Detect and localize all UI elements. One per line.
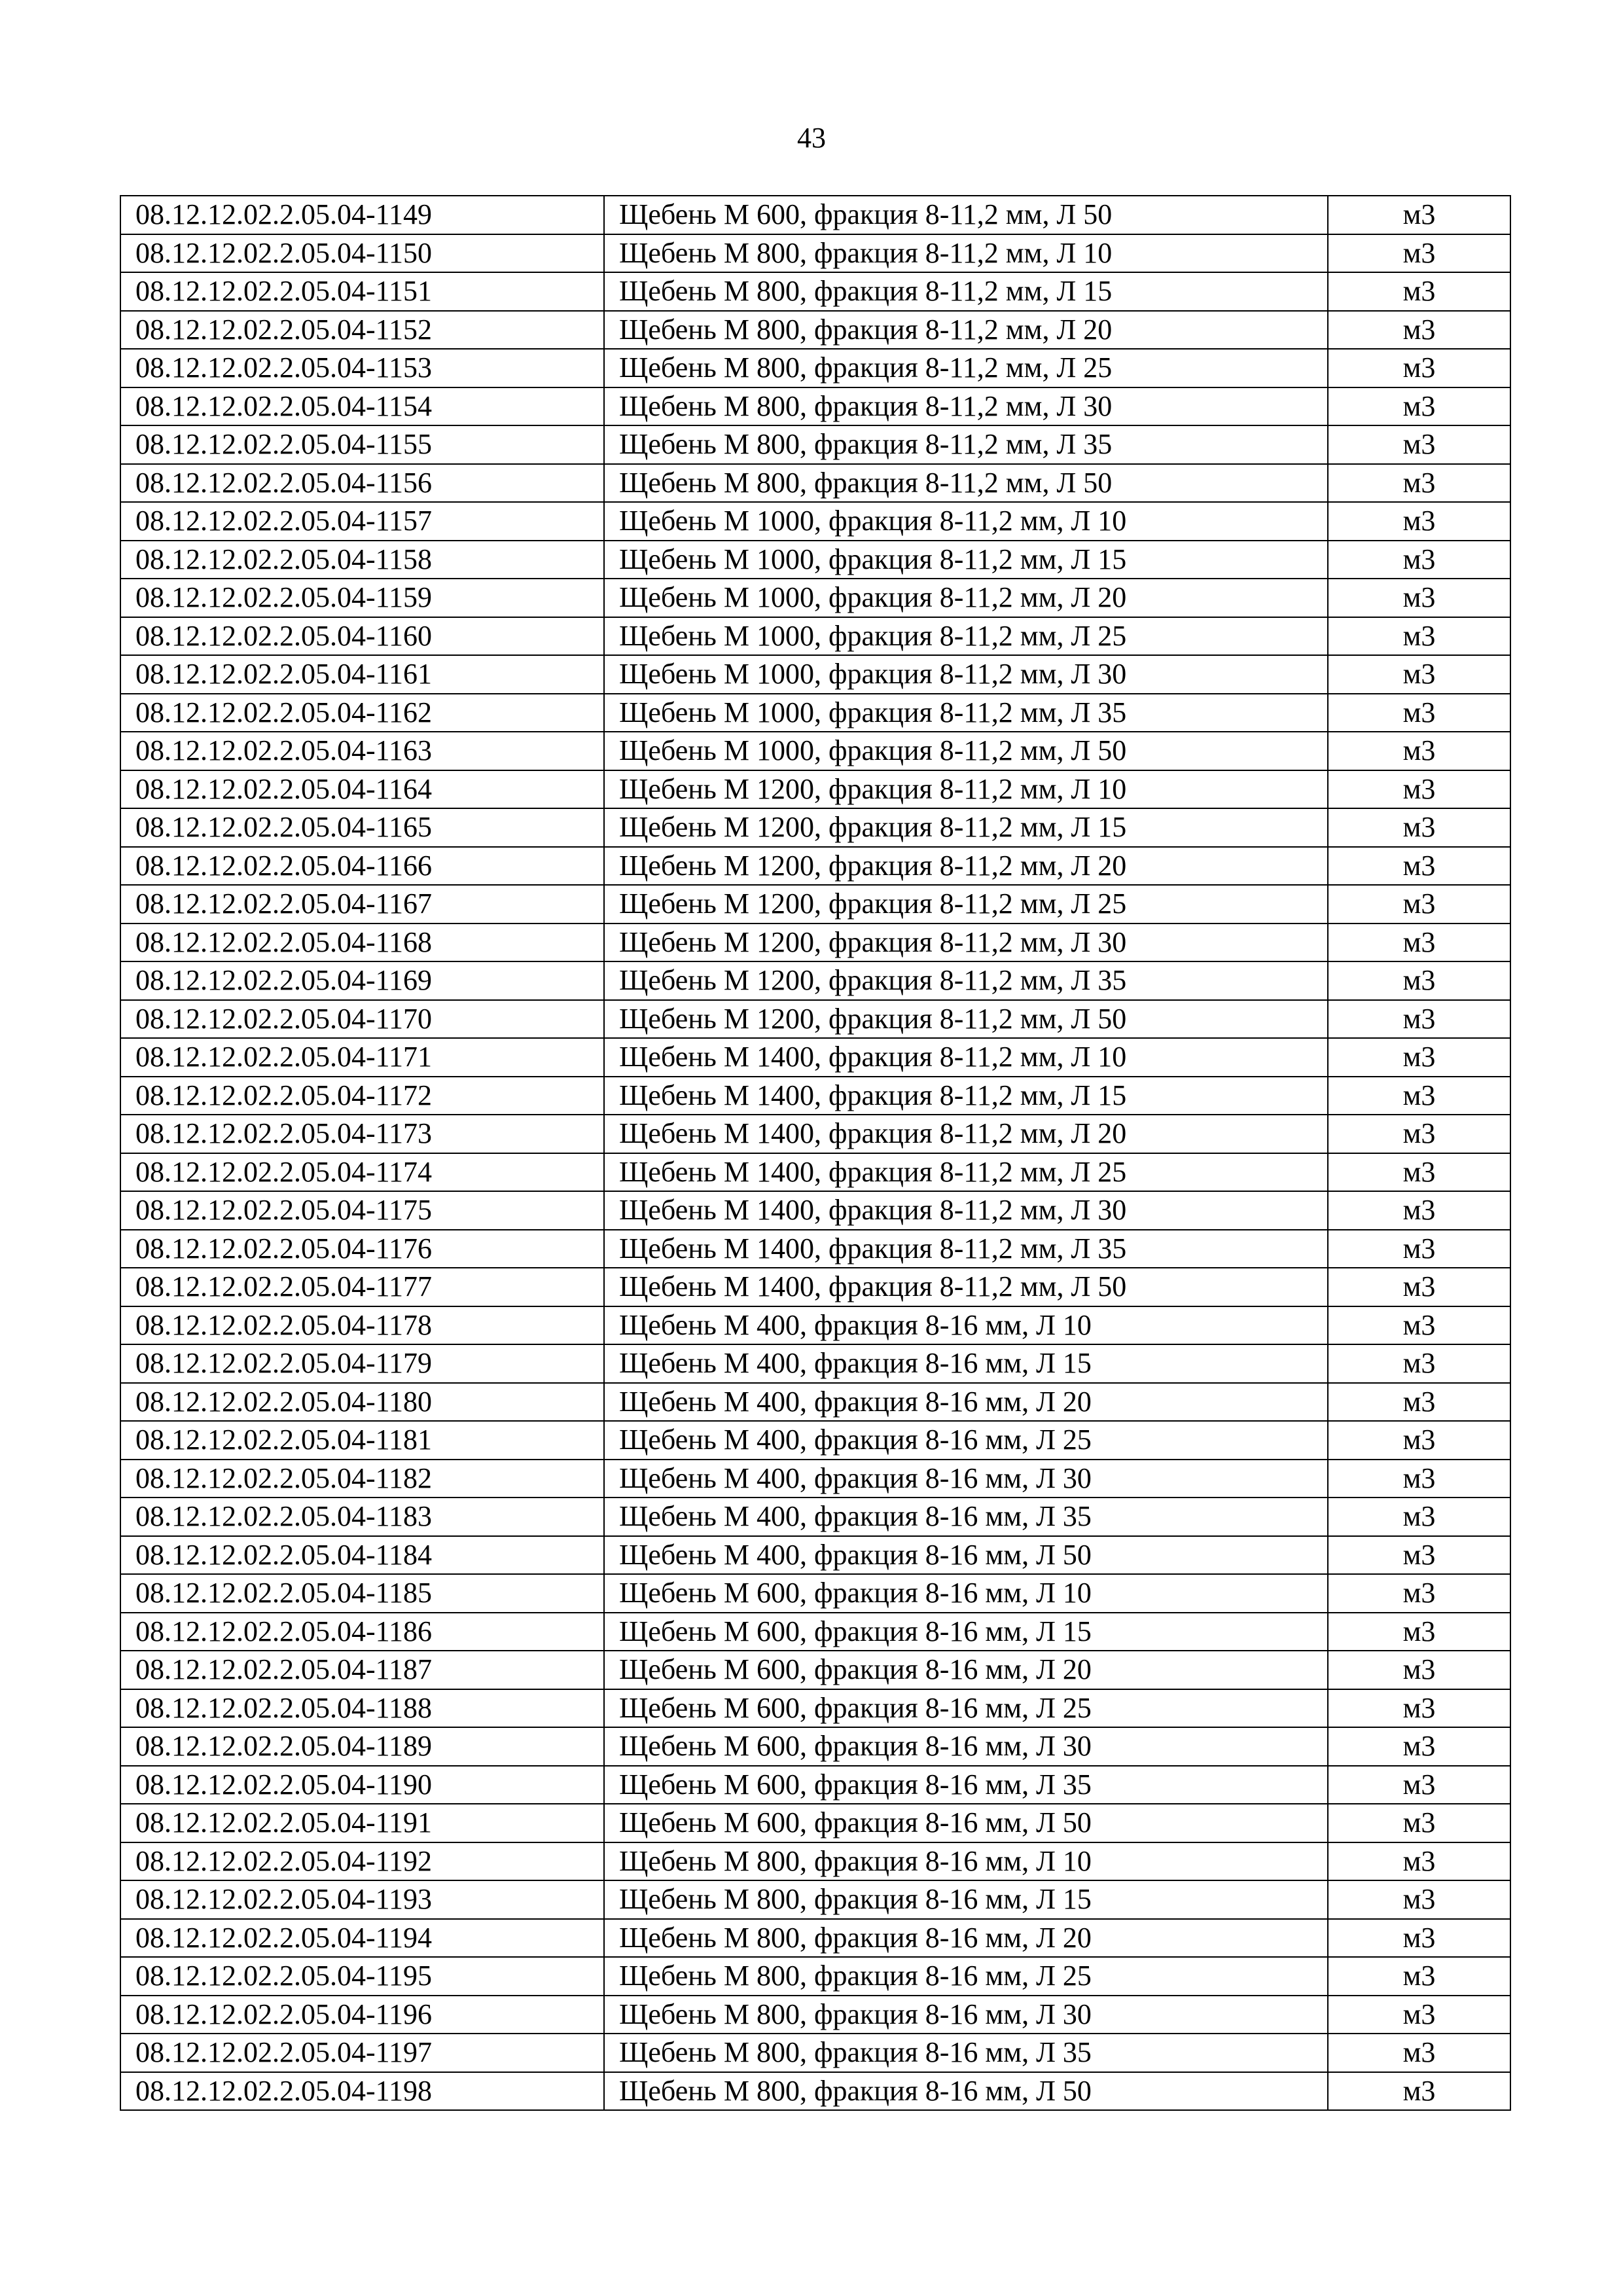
resource-code-cell: 08.12.12.02.2.05.04-1184	[120, 1536, 604, 1575]
unit-cell: м3	[1328, 924, 1510, 962]
resource-code-cell: 08.12.12.02.2.05.04-1166	[120, 847, 604, 886]
table-row	[120, 1191, 1510, 1230]
resource-name-cell: Щебень М 1400, фракция 8-11,2 мм, Л 20	[604, 1115, 1328, 1153]
table-body	[120, 196, 1510, 2110]
resource-name-cell: Щебень М 400, фракция 8-16 мм, Л 30	[604, 1460, 1328, 1498]
resource-name-cell: Щебень М 600, фракция 8-16 мм, Л 25	[604, 1689, 1328, 1728]
unit-cell: м3	[1328, 1996, 1510, 2034]
table-row	[120, 1689, 1510, 1728]
resource-code-cell: 08.12.12.02.2.05.04-1186	[120, 1613, 604, 1651]
resource-name-cell: Щебень М 600, фракция 8-16 мм, Л 10	[604, 1574, 1328, 1613]
unit-cell: м3	[1328, 502, 1510, 541]
unit-cell: м3	[1328, 1804, 1510, 1842]
table-row	[120, 1000, 1510, 1039]
resource-code-cell: 08.12.12.02.2.05.04-1176	[120, 1230, 604, 1268]
resource-codes-table	[120, 195, 1511, 2111]
unit-cell: м3	[1328, 1344, 1510, 1383]
unit-cell: м3	[1328, 272, 1510, 311]
unit-cell: м3	[1328, 1498, 1510, 1536]
unit-cell: м3	[1328, 1919, 1510, 1958]
resource-name-cell: Щебень М 1000, фракция 8-11,2 мм, Л 25	[604, 617, 1328, 656]
table-row	[120, 387, 1510, 426]
table-row	[120, 770, 1510, 809]
resource-name-cell: Щебень М 1000, фракция 8-11,2 мм, Л 10	[604, 502, 1328, 541]
resource-name-cell: Щебень М 1200, фракция 8-11,2 мм, Л 15	[604, 808, 1328, 847]
unit-cell: м3	[1328, 1727, 1510, 1766]
resource-name-cell: Щебень М 800, фракция 8-16 мм, Л 50	[604, 2072, 1328, 2111]
resource-name-cell: Щебень М 800, фракция 8-16 мм, Л 15	[604, 1880, 1328, 1919]
table-row	[120, 1919, 1510, 1958]
resource-code-cell: 08.12.12.02.2.05.04-1163	[120, 732, 604, 770]
unit-cell: м3	[1328, 1191, 1510, 1230]
resource-code-cell: 08.12.12.02.2.05.04-1165	[120, 808, 604, 847]
table-row	[120, 1421, 1510, 1460]
unit-cell: м3	[1328, 694, 1510, 732]
resource-name-cell: Щебень М 1200, фракция 8-11,2 мм, Л 30	[604, 924, 1328, 962]
resource-code-cell: 08.12.12.02.2.05.04-1169	[120, 961, 604, 1000]
unit-cell: м3	[1328, 541, 1510, 579]
resource-name-cell: Щебень М 800, фракция 8-16 мм, Л 10	[604, 1842, 1328, 1881]
resource-code-cell: 08.12.12.02.2.05.04-1160	[120, 617, 604, 656]
resource-name-cell: Щебень М 800, фракция 8-11,2 мм, Л 15	[604, 272, 1328, 311]
resource-code-cell: 08.12.12.02.2.05.04-1173	[120, 1115, 604, 1153]
resource-name-cell: Щебень М 800, фракция 8-16 мм, Л 20	[604, 1919, 1328, 1958]
resource-code-cell: 08.12.12.02.2.05.04-1154	[120, 387, 604, 426]
unit-cell: м3	[1328, 808, 1510, 847]
unit-cell: м3	[1328, 1000, 1510, 1039]
resource-code-cell: 08.12.12.02.2.05.04-1180	[120, 1383, 604, 1422]
resource-name-cell: Щебень М 400, фракция 8-16 мм, Л 50	[604, 1536, 1328, 1575]
unit-cell: м3	[1328, 1383, 1510, 1422]
resource-code-cell: 08.12.12.02.2.05.04-1170	[120, 1000, 604, 1039]
unit-cell: м3	[1328, 1574, 1510, 1613]
unit-cell: м3	[1328, 655, 1510, 694]
resource-code-cell: 08.12.12.02.2.05.04-1187	[120, 1651, 604, 1689]
resource-code-cell: 08.12.12.02.2.05.04-1149	[120, 196, 604, 234]
unit-cell: м3	[1328, 1077, 1510, 1115]
resource-name-cell: Щебень М 600, фракция 8-16 мм, Л 50	[604, 1804, 1328, 1842]
resource-code-cell: 08.12.12.02.2.05.04-1155	[120, 425, 604, 464]
resource-code-cell: 08.12.12.02.2.05.04-1164	[120, 770, 604, 809]
resource-name-cell: Щебень М 1200, фракция 8-11,2 мм, Л 20	[604, 847, 1328, 886]
table-row	[120, 1344, 1510, 1383]
resource-name-cell: Щебень М 1000, фракция 8-11,2 мм, Л 30	[604, 655, 1328, 694]
resource-code-cell: 08.12.12.02.2.05.04-1158	[120, 541, 604, 579]
resource-name-cell: Щебень М 1200, фракция 8-11,2 мм, Л 25	[604, 885, 1328, 924]
unit-cell: м3	[1328, 2072, 1510, 2111]
table-row	[120, 464, 1510, 503]
unit-cell: м3	[1328, 196, 1510, 234]
resource-code-cell: 08.12.12.02.2.05.04-1190	[120, 1766, 604, 1804]
table-row	[120, 1957, 1510, 1996]
unit-cell: м3	[1328, 1153, 1510, 1192]
resource-name-cell: Щебень М 800, фракция 8-11,2 мм, Л 10	[604, 234, 1328, 273]
table-row	[120, 541, 1510, 579]
unit-cell: м3	[1328, 234, 1510, 273]
unit-cell: м3	[1328, 961, 1510, 1000]
table-row	[120, 579, 1510, 617]
resource-name-cell: Щебень М 1000, фракция 8-11,2 мм, Л 20	[604, 579, 1328, 617]
resource-name-cell: Щебень М 400, фракция 8-16 мм, Л 25	[604, 1421, 1328, 1460]
resource-code-cell: 08.12.12.02.2.05.04-1178	[120, 1306, 604, 1345]
table-row	[120, 2072, 1510, 2111]
table-row	[120, 1306, 1510, 1345]
resource-name-cell: Щебень М 800, фракция 8-11,2 мм, Л 35	[604, 425, 1328, 464]
resource-name-cell: Щебень М 600, фракция 8-16 мм, Л 35	[604, 1766, 1328, 1804]
resource-name-cell: Щебень М 800, фракция 8-16 мм, Л 35	[604, 2034, 1328, 2072]
unit-cell: м3	[1328, 464, 1510, 503]
resource-name-cell: Щебень М 800, фракция 8-16 мм, Л 25	[604, 1957, 1328, 1996]
table-row	[120, 694, 1510, 732]
resource-code-cell: 08.12.12.02.2.05.04-1193	[120, 1880, 604, 1919]
resource-code-cell: 08.12.12.02.2.05.04-1181	[120, 1421, 604, 1460]
table-row	[120, 1268, 1510, 1306]
unit-cell: м3	[1328, 617, 1510, 656]
unit-cell: м3	[1328, 847, 1510, 886]
resource-code-cell: 08.12.12.02.2.05.04-1188	[120, 1689, 604, 1728]
resource-code-cell: 08.12.12.02.2.05.04-1177	[120, 1268, 604, 1306]
resource-code-cell: 08.12.12.02.2.05.04-1189	[120, 1727, 604, 1766]
page-number: 43	[797, 122, 826, 154]
resource-name-cell: Щебень М 400, фракция 8-16 мм, Л 35	[604, 1498, 1328, 1536]
resource-code-cell: 08.12.12.02.2.05.04-1175	[120, 1191, 604, 1230]
resource-code-cell: 08.12.12.02.2.05.04-1171	[120, 1038, 604, 1077]
table-row	[120, 349, 1510, 387]
resource-name-cell: Щебень М 400, фракция 8-16 мм, Л 20	[604, 1383, 1328, 1422]
resource-name-cell: Щебень М 400, фракция 8-16 мм, Л 10	[604, 1306, 1328, 1345]
unit-cell: м3	[1328, 1613, 1510, 1651]
resource-code-cell: 08.12.12.02.2.05.04-1159	[120, 579, 604, 617]
unit-cell: м3	[1328, 732, 1510, 770]
resource-code-cell: 08.12.12.02.2.05.04-1182	[120, 1460, 604, 1498]
resource-code-cell: 08.12.12.02.2.05.04-1156	[120, 464, 604, 503]
table-row	[120, 1996, 1510, 2034]
table-row	[120, 234, 1510, 273]
resource-name-cell: Щебень М 600, фракция 8-11,2 мм, Л 50	[604, 196, 1328, 234]
table-row	[120, 1153, 1510, 1192]
resource-code-cell: 08.12.12.02.2.05.04-1194	[120, 1919, 604, 1958]
table-row	[120, 617, 1510, 656]
resource-code-cell: 08.12.12.02.2.05.04-1162	[120, 694, 604, 732]
resource-code-cell: 08.12.12.02.2.05.04-1196	[120, 1996, 604, 2034]
resource-name-cell: Щебень М 1400, фракция 8-11,2 мм, Л 25	[604, 1153, 1328, 1192]
resource-code-cell: 08.12.12.02.2.05.04-1191	[120, 1804, 604, 1842]
resource-name-cell: Щебень М 800, фракция 8-11,2 мм, Л 20	[604, 311, 1328, 350]
resource-name-cell: Щебень М 1200, фракция 8-11,2 мм, Л 50	[604, 1000, 1328, 1039]
table-row	[120, 1038, 1510, 1077]
table-row	[120, 196, 1510, 234]
unit-cell: м3	[1328, 1460, 1510, 1498]
table-row	[120, 961, 1510, 1000]
unit-cell: м3	[1328, 387, 1510, 426]
resource-code-cell: 08.12.12.02.2.05.04-1151	[120, 272, 604, 311]
table-row	[120, 1880, 1510, 1919]
resource-name-cell: Щебень М 1000, фракция 8-11,2 мм, Л 15	[604, 541, 1328, 579]
unit-cell: м3	[1328, 1115, 1510, 1153]
resource-code-cell: 08.12.12.02.2.05.04-1185	[120, 1574, 604, 1613]
table-row	[120, 502, 1510, 541]
table-row	[120, 1574, 1510, 1613]
unit-cell: м3	[1328, 1957, 1510, 1996]
table-row	[120, 1842, 1510, 1881]
resource-name-cell: Щебень М 800, фракция 8-11,2 мм, Л 50	[604, 464, 1328, 503]
unit-cell: м3	[1328, 885, 1510, 924]
resource-code-cell: 08.12.12.02.2.05.04-1153	[120, 349, 604, 387]
resource-name-cell: Щебень М 1400, фракция 8-11,2 мм, Л 15	[604, 1077, 1328, 1115]
resource-name-cell: Щебень М 800, фракция 8-11,2 мм, Л 25	[604, 349, 1328, 387]
table-row	[120, 1460, 1510, 1498]
resource-code-cell: 08.12.12.02.2.05.04-1168	[120, 924, 604, 962]
unit-cell: м3	[1328, 1306, 1510, 1345]
unit-cell: м3	[1328, 1651, 1510, 1689]
resource-name-cell: Щебень М 600, фракция 8-16 мм, Л 15	[604, 1613, 1328, 1651]
table-row	[120, 1651, 1510, 1689]
table-row	[120, 1727, 1510, 1766]
resource-code-cell: 08.12.12.02.2.05.04-1183	[120, 1498, 604, 1536]
unit-cell: м3	[1328, 1038, 1510, 1077]
resource-name-cell: Щебень М 1400, фракция 8-11,2 мм, Л 35	[604, 1230, 1328, 1268]
unit-cell: м3	[1328, 1536, 1510, 1575]
table-row	[120, 1613, 1510, 1651]
table-row	[120, 1230, 1510, 1268]
resource-code-cell: 08.12.12.02.2.05.04-1150	[120, 234, 604, 273]
table-row	[120, 1536, 1510, 1575]
resource-code-cell: 08.12.12.02.2.05.04-1192	[120, 1842, 604, 1881]
resource-code-cell: 08.12.12.02.2.05.04-1152	[120, 311, 604, 350]
table-row	[120, 311, 1510, 350]
table-row	[120, 808, 1510, 847]
unit-cell: м3	[1328, 1766, 1510, 1804]
table-row	[120, 924, 1510, 962]
unit-cell: м3	[1328, 2034, 1510, 2072]
table-row	[120, 272, 1510, 311]
resource-code-cell: 08.12.12.02.2.05.04-1179	[120, 1344, 604, 1383]
unit-cell: м3	[1328, 425, 1510, 464]
resource-code-cell: 08.12.12.02.2.05.04-1197	[120, 2034, 604, 2072]
unit-cell: м3	[1328, 1880, 1510, 1919]
unit-cell: м3	[1328, 1842, 1510, 1881]
resource-code-cell: 08.12.12.02.2.05.04-1195	[120, 1957, 604, 1996]
unit-cell: м3	[1328, 1268, 1510, 1306]
resource-code-cell: 08.12.12.02.2.05.04-1172	[120, 1077, 604, 1115]
resource-name-cell: Щебень М 600, фракция 8-16 мм, Л 30	[604, 1727, 1328, 1766]
unit-cell: м3	[1328, 770, 1510, 809]
resource-code-cell: 08.12.12.02.2.05.04-1157	[120, 502, 604, 541]
resource-name-cell: Щебень М 600, фракция 8-16 мм, Л 20	[604, 1651, 1328, 1689]
resource-name-cell: Щебень М 1200, фракция 8-11,2 мм, Л 10	[604, 770, 1328, 809]
table-row	[120, 885, 1510, 924]
resource-code-cell: 08.12.12.02.2.05.04-1161	[120, 655, 604, 694]
table-row	[120, 655, 1510, 694]
resource-code-cell: 08.12.12.02.2.05.04-1198	[120, 2072, 604, 2111]
resource-name-cell: Щебень М 800, фракция 8-11,2 мм, Л 30	[604, 387, 1328, 426]
unit-cell: м3	[1328, 311, 1510, 350]
resource-name-cell: Щебень М 800, фракция 8-16 мм, Л 30	[604, 1996, 1328, 2034]
resource-name-cell: Щебень М 1400, фракция 8-11,2 мм, Л 30	[604, 1191, 1328, 1230]
resource-name-cell: Щебень М 1200, фракция 8-11,2 мм, Л 35	[604, 961, 1328, 1000]
unit-cell: м3	[1328, 579, 1510, 617]
table-row	[120, 847, 1510, 886]
table-row	[120, 425, 1510, 464]
resource-code-cell: 08.12.12.02.2.05.04-1167	[120, 885, 604, 924]
unit-cell: м3	[1328, 1230, 1510, 1268]
table-row	[120, 1804, 1510, 1842]
table-row	[120, 2034, 1510, 2072]
resource-name-cell: Щебень М 400, фракция 8-16 мм, Л 15	[604, 1344, 1328, 1383]
resource-name-cell: Щебень М 1400, фракция 8-11,2 мм, Л 10	[604, 1038, 1328, 1077]
resource-name-cell: Щебень М 1000, фракция 8-11,2 мм, Л 35	[604, 694, 1328, 732]
table-row	[120, 732, 1510, 770]
resource-name-cell: Щебень М 1000, фракция 8-11,2 мм, Л 50	[604, 732, 1328, 770]
resource-code-cell: 08.12.12.02.2.05.04-1174	[120, 1153, 604, 1192]
table-row	[120, 1115, 1510, 1153]
resource-name-cell: Щебень М 1400, фракция 8-11,2 мм, Л 50	[604, 1268, 1328, 1306]
unit-cell: м3	[1328, 1421, 1510, 1460]
unit-cell: м3	[1328, 1689, 1510, 1728]
unit-cell: м3	[1328, 349, 1510, 387]
table-row	[120, 1077, 1510, 1115]
table-row	[120, 1498, 1510, 1536]
table-row	[120, 1766, 1510, 1804]
table-row	[120, 1383, 1510, 1422]
